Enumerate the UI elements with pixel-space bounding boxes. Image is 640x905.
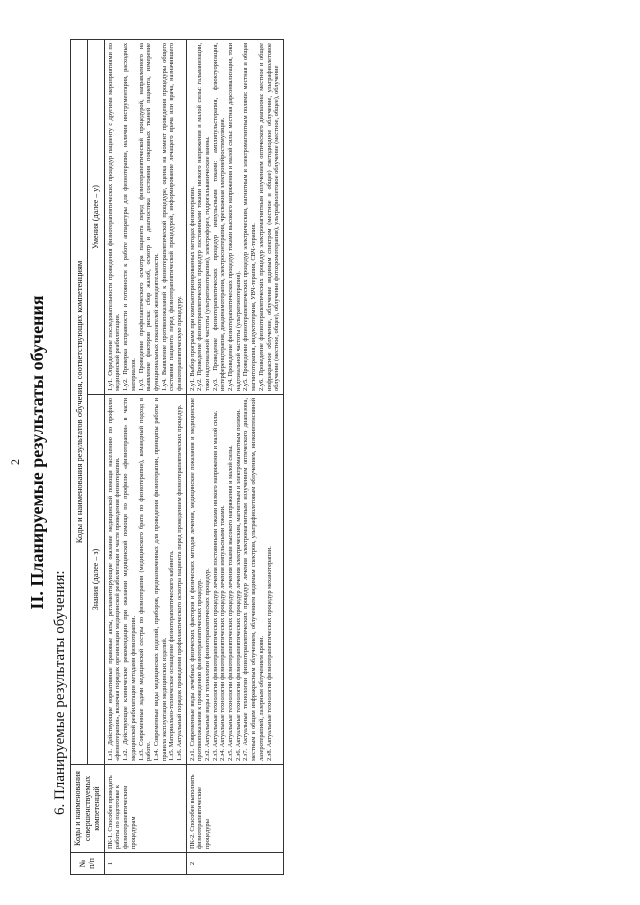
skills-cell (104, 39, 186, 394)
competence-code-cell: ПК-1. Способен проводить работы по подготовке к физиотерапевтическим процедурам (104, 765, 186, 853)
row-number: 2 (186, 853, 283, 875)
knowledge-item: 1.з4. Современные виды медицинских изделий, приборов, предназначенных для проведения физиотерапии, принципы работы и правила эксплуатации медицинских изделий. (152, 398, 168, 761)
skills-item: 2.у2. Проведение физиотерапевтических процедур постоянными токами низкого напряжения и малой силы: гальванизации, токи надтональной частоты (ультратонотерапии), электрофорез, гидрогальванические ванны. (196, 42, 212, 391)
knowledge-cell (186, 395, 283, 765)
skills-item: 1.у2. Проверка исправности и готовности к работе аппаратуры для физиотерапии, наличия инструментария, расходных материалов. (122, 42, 137, 391)
page-number: 2 (8, 459, 22, 465)
header-knowledge: Знания (далее – з) (88, 395, 105, 765)
knowledge-item: 1.з6. Актуальный порядок проведения профилактического осмотра пациента перед проведением физиотерапевтических процедур. (175, 404, 183, 761)
knowledge-item: 2.з3. Актуальные технологии физиотерапевтических процедур лечения постоянными токами низкого напряжения и малой силы. (211, 410, 219, 761)
skills-item: 2.у6. Проведение физиотерапевтических процедур электромагнитным излучением оптического диапазона: местное и общее инфракрасное облучение, облучение видимым спектром (местное и общее) светодиодное облучение, ультрафиолетовое облучение (местное, общее), облучение фотохромотерапия), ультрафиолетовое облучение (местное, общее), облучение (257, 42, 281, 391)
knowledge-item: 1.з3. Современные задачи медицинской сестры по физиотерапии (медицинского брата по физиотерапии), командный подход в работе. (137, 398, 153, 761)
knowledge-item: 2.з4. Актуальные технологии физиотерапевтических процедур лечения импульсными токами. (219, 505, 227, 761)
subsection-heading: 6. Планируемые результаты обучения: (52, 570, 68, 815)
skills-item: 1.у1. Определение последовательности проведения физиотерапевтических процедур пациенту с другими мероприятиями по медицинской реабилитации. (106, 42, 122, 391)
header-num: № п/п (71, 853, 105, 875)
header-skills: Умения (далее – у) (88, 39, 105, 394)
knowledge-item: 1.з2. Действующие клинические рекомендации при оказании медицинской помощи по профилю «физиотерапия» в части медицинской реабилитации методами физиотерапии. (122, 398, 137, 761)
knowledge-item: 2.з7. Актуальные технологии физиотерапевтических процедур лечения электромагнитным излучением оптического диапазона, местным и общим инфракрасным облучением, облучением видимым спектром, ультрафиолетовым облучением, низкоинтенсивной лазеротерапией, лазерным облучением крови. (242, 398, 265, 761)
skills-item: 2.у3. Проведение физиотерапевтических процедур импульсными токами: амплипульстерапия, флюктуоризация, интерференцтерапия, диадинамотерапия, электросонтерапия, чрескожная электронейростимуляция. (211, 42, 227, 391)
table-body (104, 39, 283, 874)
skills-item: 1.у3. Проведение профилактического осмотра пациента перед физиотерапевтической процедурой, направленного на выявление факторов риска: сбор жалоб, осмотр и диагностика состояния покровных тканей пациента, измерение функциональных показателей жизнедеятельности. (137, 42, 160, 391)
knowledge-item: 2.з2. Актуальные виды и технологии физиотерапевтических процедур. (204, 568, 212, 761)
skills-item: 2.у5. Проведение физиотерапевтических процедур электрическим, магнитным и электромагнитным полями: местная и общая магнитотерапия, индуктотермия, УВЧ-терапия, СВЧ-терапия. (242, 42, 258, 391)
skills-item: 1.у4. Выявление противопоказаний к физиотерапевтической процедуре, оценка на момент проведения процедуры общего состояния пациента перед физиотерапевтической процедурой, информирование лечащего врача или врача, назначившего физиотерапевтическую процедуру. (160, 42, 183, 391)
results-table (70, 39, 284, 875)
header-competence-code: Коды и наименования совершенствуемых компетенций (71, 765, 105, 853)
competence-code-cell: ПК-2. Способен выполнять физиотерапевтические процедуры (186, 765, 283, 853)
knowledge-item: 2.з6. Актуальные технологии физиотерапевтических процедур лечения электрическим, магнитным и электромагнитным полями. (234, 409, 242, 761)
skills-cell (186, 39, 283, 394)
knowledge-cell (104, 395, 186, 765)
knowledge-item: 2.з8. Актуальные технологии физиотерапевтических процедур механотерапии. (265, 546, 273, 761)
knowledge-item: 1.з1. Действующие нормативные правовые акты, регламентирующие оказание медицинской помощи населению по профилю «физиотерапия», включая порядок организации медицинской реабилитации в части проведения физиотерапии. (106, 398, 122, 761)
section-heading: II. Планируемые результаты обучения (27, 295, 47, 610)
table-row (104, 39, 186, 874)
skills-item: 2.у4. Проведение физиотерапевтических процедур токами высокого напряжения и малой силы: местная дарсонвализация, токи надтональной частоты (ультратонотерапия). (227, 42, 242, 391)
header-results: Коды и наименования результатов обучения, соответствующих компетенциям (71, 39, 88, 764)
knowledge-item: 2.з5. Актуальные технологии физиотерапевтических процедур лечения токами высокого напряжения и малой силы. (227, 445, 235, 761)
skills-item: 2.у1. Выбор программ при компьютеризированных методах физиотерапии. (188, 186, 196, 391)
table-row (186, 39, 283, 874)
knowledge-item: 1.з5. Материально-техническое оснащение физиотерапевтического кабинета. (168, 550, 176, 761)
knowledge-item: 2.з1. Современные виды лечебных физических факторов и физических методов лечения, медицинские показания и медицинские противопоказания к проведению физиотерапевтических процедур. (188, 398, 204, 761)
row-number: 1 (104, 853, 186, 875)
